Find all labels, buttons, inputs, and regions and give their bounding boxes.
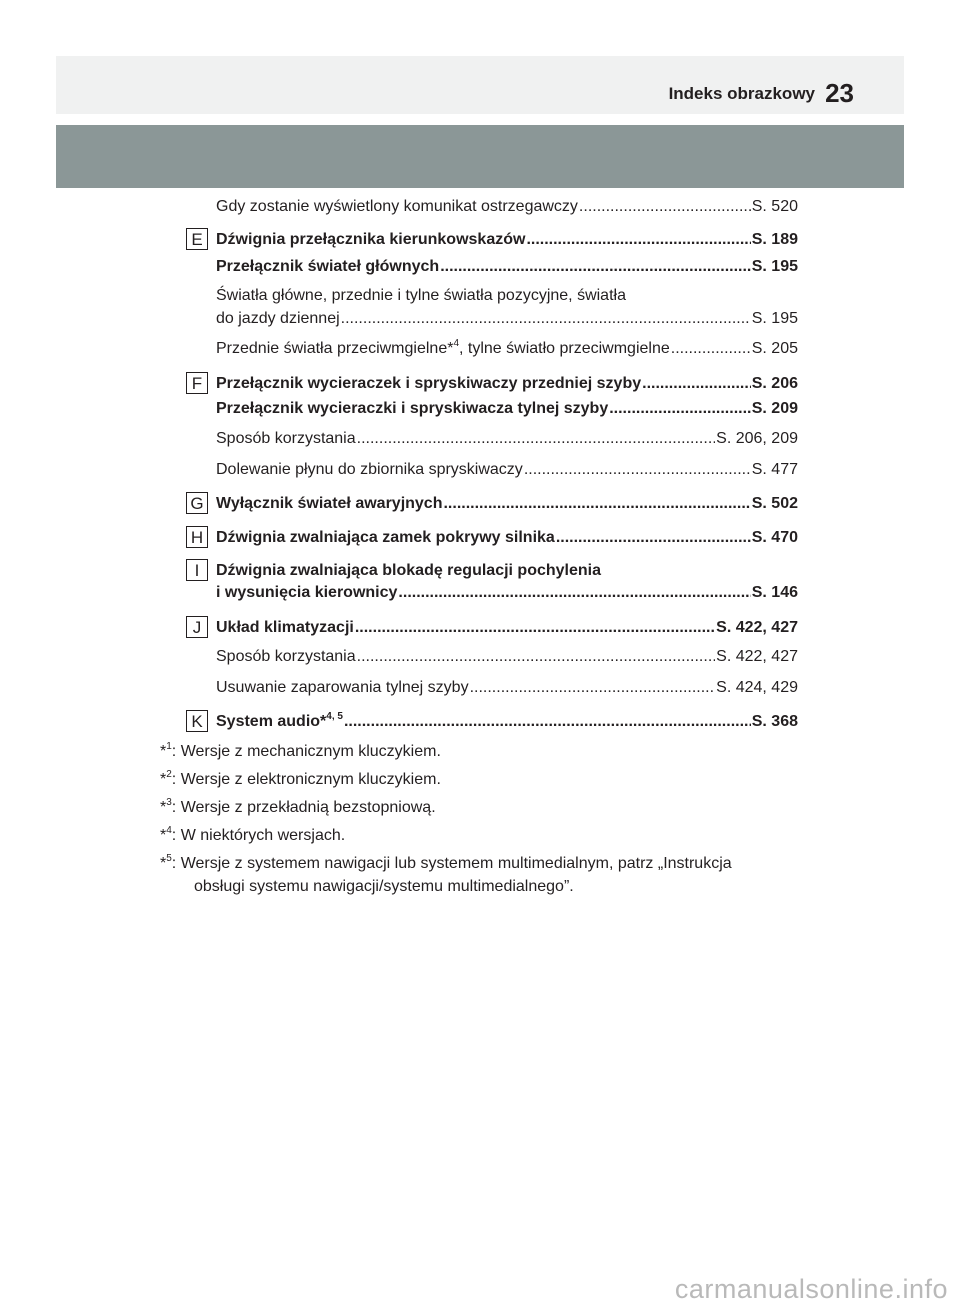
footnote: *$^1$: Wersje z mechanicznym kluczykiem. (160, 740, 441, 760)
index-entry: Sposób korzystania ..... S. 206, 209 (216, 428, 798, 450)
index-entry: System audio*$^{4, 5}$ ..... S. 368 (216, 711, 798, 733)
letter-marker-i: I (186, 559, 208, 581)
letter-marker-j: J (186, 616, 208, 638)
index-entry: Układ klimatyzacji ..... S. 422, 427 (216, 617, 798, 639)
footnote: *$^5$: Wersje z systemem nawigacji lub systemem multimedialnym, patrz „Instrukcja (160, 852, 732, 872)
footnote: *$^4$: W niektórych wersjach. (160, 824, 346, 844)
index-entry: Przełącznik wycieraczek i spryskiwaczy przedniej szyby ..... S. 206 (216, 373, 798, 395)
index-entry: Przełącznik wycieraczki i spryskiwacza tylnej szyby ..... S. 209 (216, 398, 798, 420)
footnote: *$^2$: Wersje z elektronicznym kluczykiem. (160, 768, 441, 788)
index-entry: Wyłącznik świateł awaryjnych ..... S. 502 (216, 493, 798, 515)
index-entry-line: Dźwignia zwalniająca blokadę regulacji pochylenia (216, 562, 602, 579)
index-entry: Dźwignia zwalniająca zamek pokrywy silnika ..... S. 470 (216, 527, 798, 549)
index-entry: Gdy zostanie wyświetlony komunikat ostrzegawczy ..... S. 520 (216, 196, 798, 218)
index-entry: Sposób korzystania ..... S. 422, 427 (216, 646, 798, 668)
letter-marker-e: E (186, 228, 208, 250)
letter-marker-f: F (186, 372, 208, 394)
letter-marker-h: H (186, 526, 208, 548)
footnote-continuation: obsługi systemu nawigacji/systemu multimedialnego”. (194, 878, 574, 895)
index-entry: do jazdy dziennej ..... S. 195 (216, 308, 798, 330)
index-entry: Dźwignia przełącznika kierunkowskazów ..... S. 189 (216, 229, 798, 251)
index-entry-line: Światła główne, przednie i tylne światła pozycyjne, światła (216, 287, 626, 304)
letter-marker-k: K (186, 710, 208, 732)
index-entry: Przednie światła przeciwmgielne*$^4$, tylne światło przeciwmgielne ..... S. 205 (216, 338, 798, 360)
letter-marker-g: G (186, 492, 208, 514)
index-entry: i wysunięcia kierownicy ..... S. 146 (216, 582, 798, 604)
section-title: Indeks obrazkowy (668, 84, 815, 103)
index-entry: Przełącznik świateł głównych ..... S. 195 (216, 256, 798, 278)
footnote: *$^3$: Wersje z przekładnią bezstopniową. (160, 796, 436, 816)
watermark: carmanualsonline.info (674, 1274, 948, 1304)
index-entry: Dolewanie płynu do zbiornika spryskiwaczy ..... S. 477 (216, 459, 798, 481)
index-entry: Usuwanie zaparowania tylnej szyby ..... S. 424, 429 (216, 677, 798, 699)
page-number: 23 (825, 78, 854, 108)
